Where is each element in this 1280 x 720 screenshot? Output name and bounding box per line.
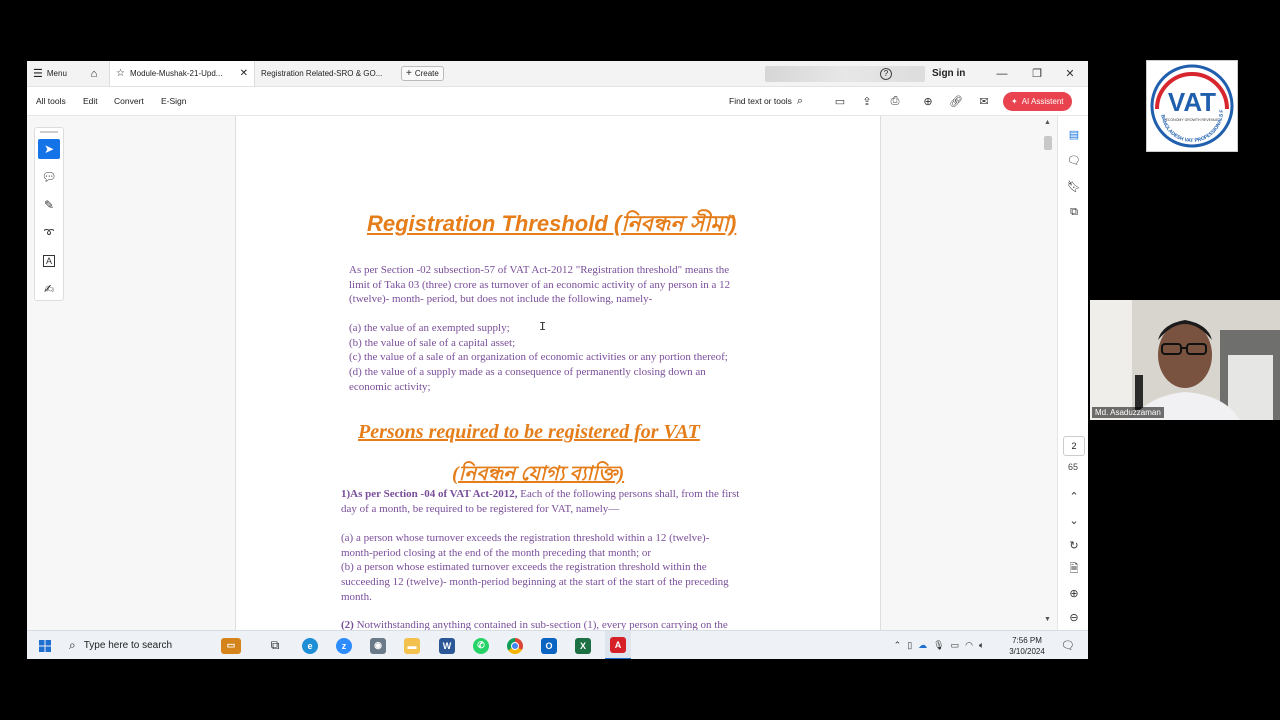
taskbar-app-excel[interactable] [573, 631, 593, 659]
outlook-icon: O [541, 638, 557, 654]
logo-emblem [1147, 61, 1237, 151]
logo-subtext: ECONOMY GROWTH REVENUE [1165, 118, 1219, 122]
copy-pages-icon: ⧉ [1070, 205, 1078, 218]
restore-icon: ❐ [1032, 68, 1042, 80]
fit-page-button[interactable] [1066, 561, 1082, 577]
text-line: day of a month, be required to be registered for VAT, namely— [341, 502, 620, 515]
zoom-out-icon: ⊖ [1069, 611, 1079, 624]
chevron-up-icon: ⌃ [1069, 490, 1079, 503]
print-icon: ⎙ [890, 94, 900, 107]
close-window-button[interactable] [1055, 61, 1085, 86]
tab-registration-related[interactable] [255, 61, 401, 86]
wifi-icon: ◠ [965, 640, 973, 650]
minimize-icon: — [996, 67, 1008, 80]
microphone-icon: 🎙︎ [933, 640, 945, 650]
clock-time: 7:56 PM [1012, 635, 1042, 645]
text-line: As per Section -02 subsection-57 of VAT Act-2012 "Registration threshold" means the [349, 264, 730, 276]
list-item: (c) the value of a sale of an organization of economic activities or any portion thereof; [349, 351, 728, 364]
comment-tool[interactable] [38, 167, 60, 187]
minimize-button[interactable] [987, 61, 1017, 86]
scroll-thumb[interactable] [1044, 136, 1052, 150]
heading-registration-threshold: Registration Threshold (নিবন্ধন সীমা) [367, 211, 737, 236]
menu-label: E-Sign [161, 96, 187, 106]
taskbar-app-camera[interactable] [368, 631, 388, 659]
list-item: month. [341, 590, 372, 603]
camera-icon: ◉ [370, 638, 386, 654]
close-tab-icon[interactable]: ✕ [239, 68, 248, 79]
sign-in-button[interactable] [932, 61, 965, 86]
cloud-icon: ☁ [918, 640, 928, 650]
cursor-icon: ➤ [43, 142, 55, 156]
menu-label: Convert [114, 96, 144, 106]
overlay-strip [765, 61, 925, 86]
clock-date: 3/10/2024 [1009, 646, 1045, 656]
rotate-button[interactable] [1066, 537, 1082, 553]
word-icon: W [439, 638, 455, 654]
top-toolbar [27, 87, 1088, 116]
tab-bar [27, 61, 1088, 87]
notifications-button[interactable] [1057, 631, 1079, 659]
device-icon: ▯ [907, 640, 913, 650]
volume-icon: 🔈︎ [978, 640, 985, 650]
acrobat-icon: A [610, 637, 626, 653]
taskbar-search[interactable] [61, 631, 211, 659]
ai-summary-button[interactable] [1066, 126, 1082, 142]
tab-module-mushak[interactable] [109, 61, 255, 86]
total-pages: 65 [1067, 462, 1078, 472]
bookmarks-button[interactable] [1066, 178, 1082, 194]
task-view-button[interactable] [265, 631, 285, 659]
email-button[interactable] [977, 87, 991, 115]
help-icon[interactable]: ? [879, 61, 893, 86]
page-fit-icon: 🗎︎ [1069, 562, 1079, 575]
home-icon: ⌂ [90, 67, 98, 80]
clock[interactable] [997, 631, 1057, 659]
link-icon: 🔗︎ [949, 95, 963, 108]
intro-paragraph [349, 263, 730, 307]
taskbar-app-chrome[interactable] [505, 631, 525, 659]
logo-text: VAT [1167, 87, 1217, 117]
menu-label: All tools [36, 96, 66, 106]
menu-label: Edit [83, 96, 98, 106]
system-tray[interactable] [889, 631, 989, 659]
heading-persons-required: Persons required to be registered for VAT [358, 421, 700, 443]
list-item: economic activity; [349, 380, 431, 393]
heading-bangla-subtitle: (নিবন্ধন যোগ্য ব্যাক্তি) [452, 463, 625, 485]
text-box-icon: A [43, 255, 55, 267]
link-button[interactable] [949, 87, 963, 115]
maximize-button[interactable] [1022, 61, 1052, 86]
pen-icon: ✎ [43, 198, 55, 212]
sparkle-doc-icon: ▤ [1068, 128, 1080, 141]
taskbar-app-briefcase[interactable] [219, 631, 243, 659]
share-button[interactable] [921, 87, 935, 115]
right-sidebar [1057, 116, 1088, 630]
menu-button[interactable] [33, 61, 67, 86]
list-item: (b) the value of sale of a capital asset; [349, 336, 516, 349]
participant-name: Md. Asaduzzaman [1092, 407, 1164, 418]
text-line: (twelve)- month- period, but does not include the following, namely- [349, 293, 653, 306]
list-item: (a) the value of an exempted supply; [349, 322, 510, 334]
select-tool[interactable] [38, 139, 60, 159]
excel-icon: X [575, 638, 591, 654]
pages-button[interactable] [1066, 204, 1082, 220]
section1-paragraph [341, 487, 739, 516]
hamburger-icon: ☰ [33, 68, 43, 80]
search-icon: ⌕ [796, 94, 804, 107]
acrobat-window [27, 61, 1088, 659]
taskbar-app-explorer[interactable] [402, 631, 422, 659]
text-line: Notwithstanding anything contained in sub-section (1), every person carrying on the [353, 619, 728, 630]
search-placeholder: Type here to search [83, 640, 173, 651]
plus-icon: + [406, 68, 412, 79]
lasso-icon: ➰︎ [44, 225, 54, 240]
search-icon: ⌕ [69, 638, 76, 652]
create-button[interactable] [401, 61, 444, 86]
zoom-icon: z [336, 638, 352, 654]
taskbar-app-edge[interactable] [300, 631, 320, 659]
quick-tools-panel [34, 127, 64, 301]
home-button[interactable] [85, 61, 103, 86]
tab-label: Module-Mushak-21-Upd... [129, 69, 223, 78]
sign-in-label: Sign in [932, 68, 966, 79]
ai-label: AI Assistent [1021, 96, 1064, 106]
comment-icon: 💬︎ [41, 170, 57, 184]
upload-button[interactable] [860, 87, 874, 115]
draw-tool[interactable] [38, 223, 60, 243]
list-item: (a) a person whose turnover exceeds the registration threshold within a 12 (twelve)- [341, 532, 710, 544]
comments-icon: 🗨︎ [1067, 154, 1081, 167]
sub-section-list [341, 531, 729, 605]
chevron-up-icon: ⌃ [893, 640, 902, 650]
tab-label: Registration Related-SRO & GO... [261, 69, 383, 78]
next-page-button[interactable] [1066, 512, 1082, 528]
sign-tool[interactable] [38, 279, 60, 299]
edge-icon: e [302, 638, 318, 654]
section-ref: (2) [341, 619, 354, 630]
text-cursor-icon: I [539, 320, 547, 334]
battery-icon: ▭ [950, 640, 960, 650]
section2-paragraph [341, 618, 728, 630]
print-button[interactable] [888, 87, 902, 115]
webcam-video [1090, 300, 1280, 420]
convert-menu[interactable] [114, 87, 144, 115]
zoom-out-button[interactable] [1066, 609, 1082, 625]
document-area [27, 116, 1088, 630]
edit-menu[interactable] [83, 87, 98, 115]
scroll-down-icon[interactable]: ▼ [1044, 616, 1051, 623]
taskbar-app-whatsapp[interactable] [471, 631, 491, 659]
chrome-icon [507, 638, 523, 654]
folder-icon: ▬ [404, 638, 420, 654]
vat-forum-logo [1146, 60, 1238, 152]
all-tools-menu[interactable] [36, 87, 66, 115]
esign-menu[interactable] [161, 87, 187, 115]
section-ref: 1)As per Section -04 of VAT Act-2012, [341, 488, 518, 500]
zoom-in-button[interactable] [1066, 585, 1082, 601]
text-line: Each of the following persons shall, from the first [517, 488, 740, 500]
find-tools-button[interactable] [729, 87, 803, 115]
windows-icon [39, 640, 51, 652]
save-icon: ▭ [834, 95, 846, 108]
start-button[interactable] [34, 631, 56, 659]
menu-label: Menu [46, 69, 67, 78]
chevron-down-icon: ⌄ [1069, 514, 1079, 527]
logo-ring-text: BANGLADESH VAT PROFESSIONALS F [1159, 109, 1226, 145]
notification-icon: 🗨︎ [1061, 640, 1075, 652]
create-label: Create [414, 69, 439, 78]
star-icon: ☆ [116, 68, 125, 79]
signature-icon: ✍︎ [43, 282, 55, 296]
windows-taskbar [27, 630, 1088, 659]
cloud-upload-icon: ⇪ [862, 95, 872, 108]
text-tool[interactable] [38, 251, 60, 271]
mail-icon: ✉ [979, 95, 989, 108]
taskbar-app-outlook[interactable] [539, 631, 559, 659]
find-label: Find text or tools [729, 96, 792, 106]
close-icon: ✕ [1065, 68, 1075, 80]
ai-assistant-button[interactable] [1003, 87, 1072, 115]
task-view-icon: ⧉ [270, 638, 280, 652]
current-page-input[interactable]: 2 [1063, 436, 1085, 456]
text-line: limit of Taka 03 (three) crore as turnover of an economic activity of any person in a 12 [349, 278, 731, 291]
list-item: (d) the value of a supply made as a consequence of permanently closing down an [349, 366, 706, 379]
briefcase-icon: ▭ [221, 638, 241, 654]
refresh-icon: ↻ [1069, 539, 1079, 552]
ai-icon: ✦ [1011, 96, 1018, 106]
taskbar-app-word[interactable] [437, 631, 457, 659]
taskbar-app-acrobat[interactable] [605, 631, 631, 659]
comments-panel-button[interactable] [1066, 152, 1082, 168]
list-item: succeeding 12 (twelve)- month-period beginning at the start of the start of the preceding [341, 576, 729, 589]
vertical-scrollbar[interactable] [1041, 116, 1055, 630]
list-item: (b) a person whose estimated turnover exceeds the registration threshold within the [341, 561, 707, 574]
previous-page-button[interactable] [1066, 488, 1082, 504]
scroll-up-icon[interactable]: ▲ [1044, 119, 1051, 126]
zoom-in-icon: ⊕ [1069, 587, 1079, 600]
bookmark-icon: 🔖︎ [1067, 180, 1081, 193]
whatsapp-icon: ✆ [473, 638, 489, 654]
taskbar-app-zoom[interactable] [334, 631, 354, 659]
share-icon: ⊕ [923, 95, 933, 108]
webcam-person-image [1090, 300, 1280, 420]
highlight-tool[interactable] [38, 195, 60, 215]
pdf-page [235, 116, 881, 630]
save-button[interactable] [833, 87, 847, 115]
list-item: month-period closing at the end of the month preceding that month; or [341, 546, 652, 559]
